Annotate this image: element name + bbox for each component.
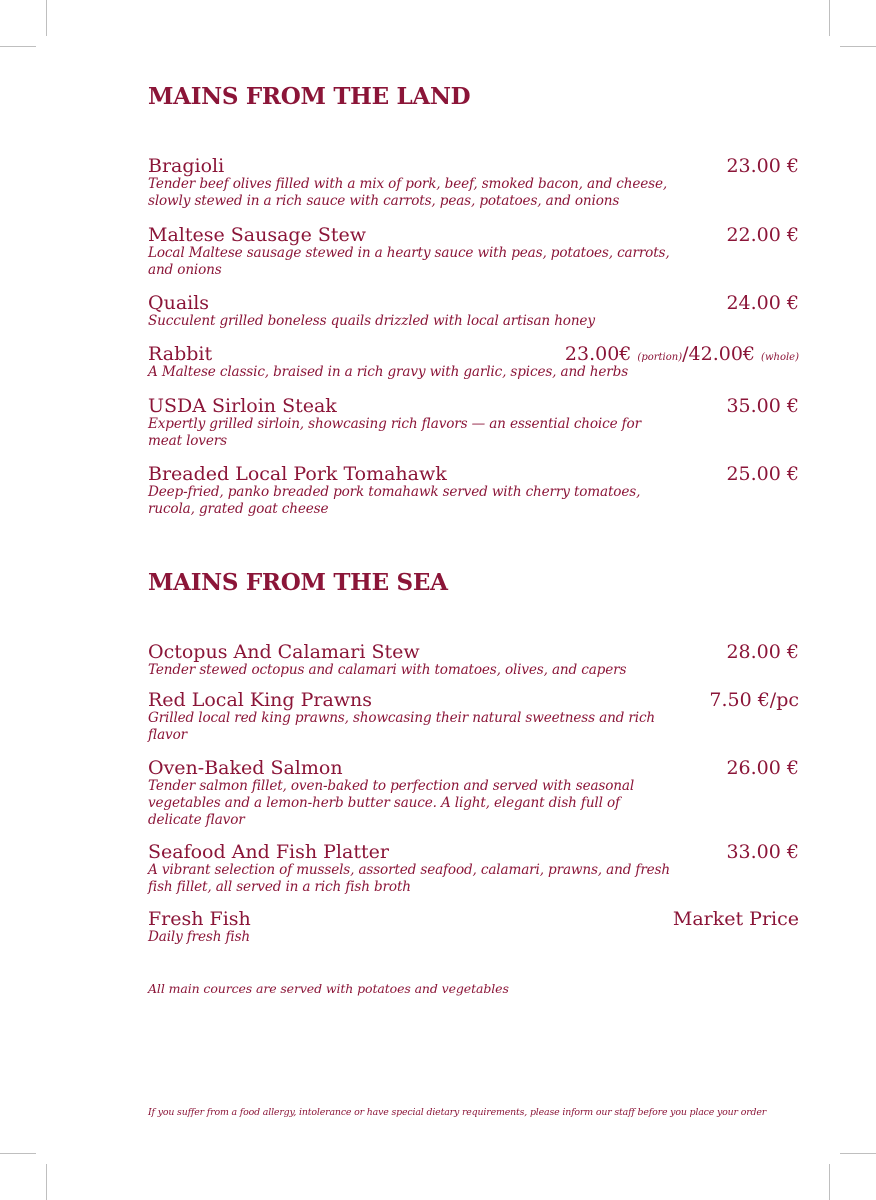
item-name: Bragioli <box>148 155 225 177</box>
price-separator: / <box>682 343 689 365</box>
item-price-rabbit <box>565 344 799 368</box>
item-price: 26.00 € <box>726 757 799 779</box>
menu-item-fresh-fish <box>148 909 799 946</box>
menu-item-oven-baked-salmon <box>148 758 799 829</box>
item-price: 7.50 €/pc <box>709 689 799 711</box>
item-name: Rabbit <box>148 343 213 365</box>
crop-mark-top-left <box>46 0 47 36</box>
footnote-sides: All main cources are served with potatoes and vegetables <box>148 981 509 996</box>
menu-item-maltese-sausage-stew <box>148 225 799 279</box>
item-name: Octopus And Calamari Stew <box>148 641 420 663</box>
menu-item-rabbit <box>148 344 799 381</box>
price-whole: 42.00€ <box>688 343 755 365</box>
item-description: Tender beef olives filled with a mix of pork, beef, smoked bacon, and cheese, slowly stewed in a rich sauce with carrots, peas, potatoes, and onions <box>148 176 668 209</box>
item-name: Seafood And Fish Platter <box>148 841 389 863</box>
menu-item-seafood-and-fish-platter <box>148 842 799 896</box>
item-description: Deep-fried, panko breaded pork tomahawk served with cherry tomatoes, rucola, grated goat cheese <box>148 484 641 517</box>
item-price: 23.00 € <box>726 155 799 177</box>
item-description: A vibrant selection of mussels, assorted seafood, calamari, prawns, and fresh fish fillet, all served in a rich fish broth <box>148 862 670 895</box>
item-price: 25.00 € <box>726 463 799 485</box>
crop-mark-bottom-left <box>46 1164 47 1200</box>
crop-mark-bottom-right <box>829 1164 830 1200</box>
crop-mark-bottom-left-h <box>0 1153 36 1154</box>
item-name: Fresh Fish <box>148 908 251 930</box>
item-price: 24.00 € <box>726 292 799 314</box>
item-description: Expertly grilled sirloin, showcasing rich flavors — an essential choice for meat lovers <box>148 416 641 449</box>
item-description: Tender salmon fillet, oven-baked to perfection and served with seasonal vegetables and a lemon-herb butter sauce. A light, elegant dish full of delicate flavor <box>148 778 635 828</box>
menu-item-breaded-local-pork-tomahawk <box>148 464 799 518</box>
menu-item-usda-sirloin-steak <box>148 396 799 450</box>
item-name: Red Local King Prawns <box>148 689 373 711</box>
portion-label: (portion) <box>637 352 683 363</box>
item-description: A Maltese classic, braised in a rich gravy with garlic, spices, and herbs <box>148 364 629 380</box>
item-price: 22.00 € <box>726 224 799 246</box>
item-name: Maltese Sausage Stew <box>148 224 367 246</box>
item-description: Tender stewed octopus and calamari with tomatoes, olives, and capers <box>148 662 627 678</box>
whole-label: (whole) <box>761 352 799 363</box>
item-name: Breaded Local Pork Tomahawk <box>148 463 447 485</box>
item-price: 28.00 € <box>726 641 799 663</box>
item-price: Market Price <box>672 908 799 930</box>
allergy-notice: If you suffer from a food allergy, intolerance or have special dietary requirements, please inform our staff before you place your order <box>148 1107 767 1118</box>
item-description: Local Maltese sausage stewed in a hearty sauce with peas, potatoes, carrots, and onions <box>148 245 670 278</box>
section-title-land: MAINS FROM THE LAND <box>148 83 471 110</box>
menu-item-quails <box>148 293 799 330</box>
section-title-sea: MAINS FROM THE SEA <box>148 569 448 596</box>
item-description: Grilled local red king prawns, showcasing their natural sweetness and rich flavor <box>148 710 656 743</box>
menu-item-bragioli <box>148 156 799 210</box>
crop-mark-top-left-h <box>0 46 36 47</box>
crop-mark-top-right <box>829 0 830 36</box>
price-portion: 23.00€ <box>564 343 632 365</box>
item-description: Succulent grilled boneless quails drizzled with local artisan honey <box>148 313 595 329</box>
menu-item-red-local-king-prawns <box>148 690 799 744</box>
crop-mark-top-right-h <box>840 46 876 47</box>
crop-mark-bottom-right-h <box>840 1153 876 1154</box>
menu-item-octopus-and-calamari-stew <box>148 642 799 679</box>
item-price: 33.00 € <box>726 841 799 863</box>
item-name: Oven-Baked Salmon <box>148 757 343 779</box>
item-name: USDA Sirloin Steak <box>148 395 337 417</box>
item-name: Quails <box>148 292 210 314</box>
item-description: Daily fresh fish <box>148 929 251 945</box>
item-price: 35.00 € <box>726 395 799 417</box>
